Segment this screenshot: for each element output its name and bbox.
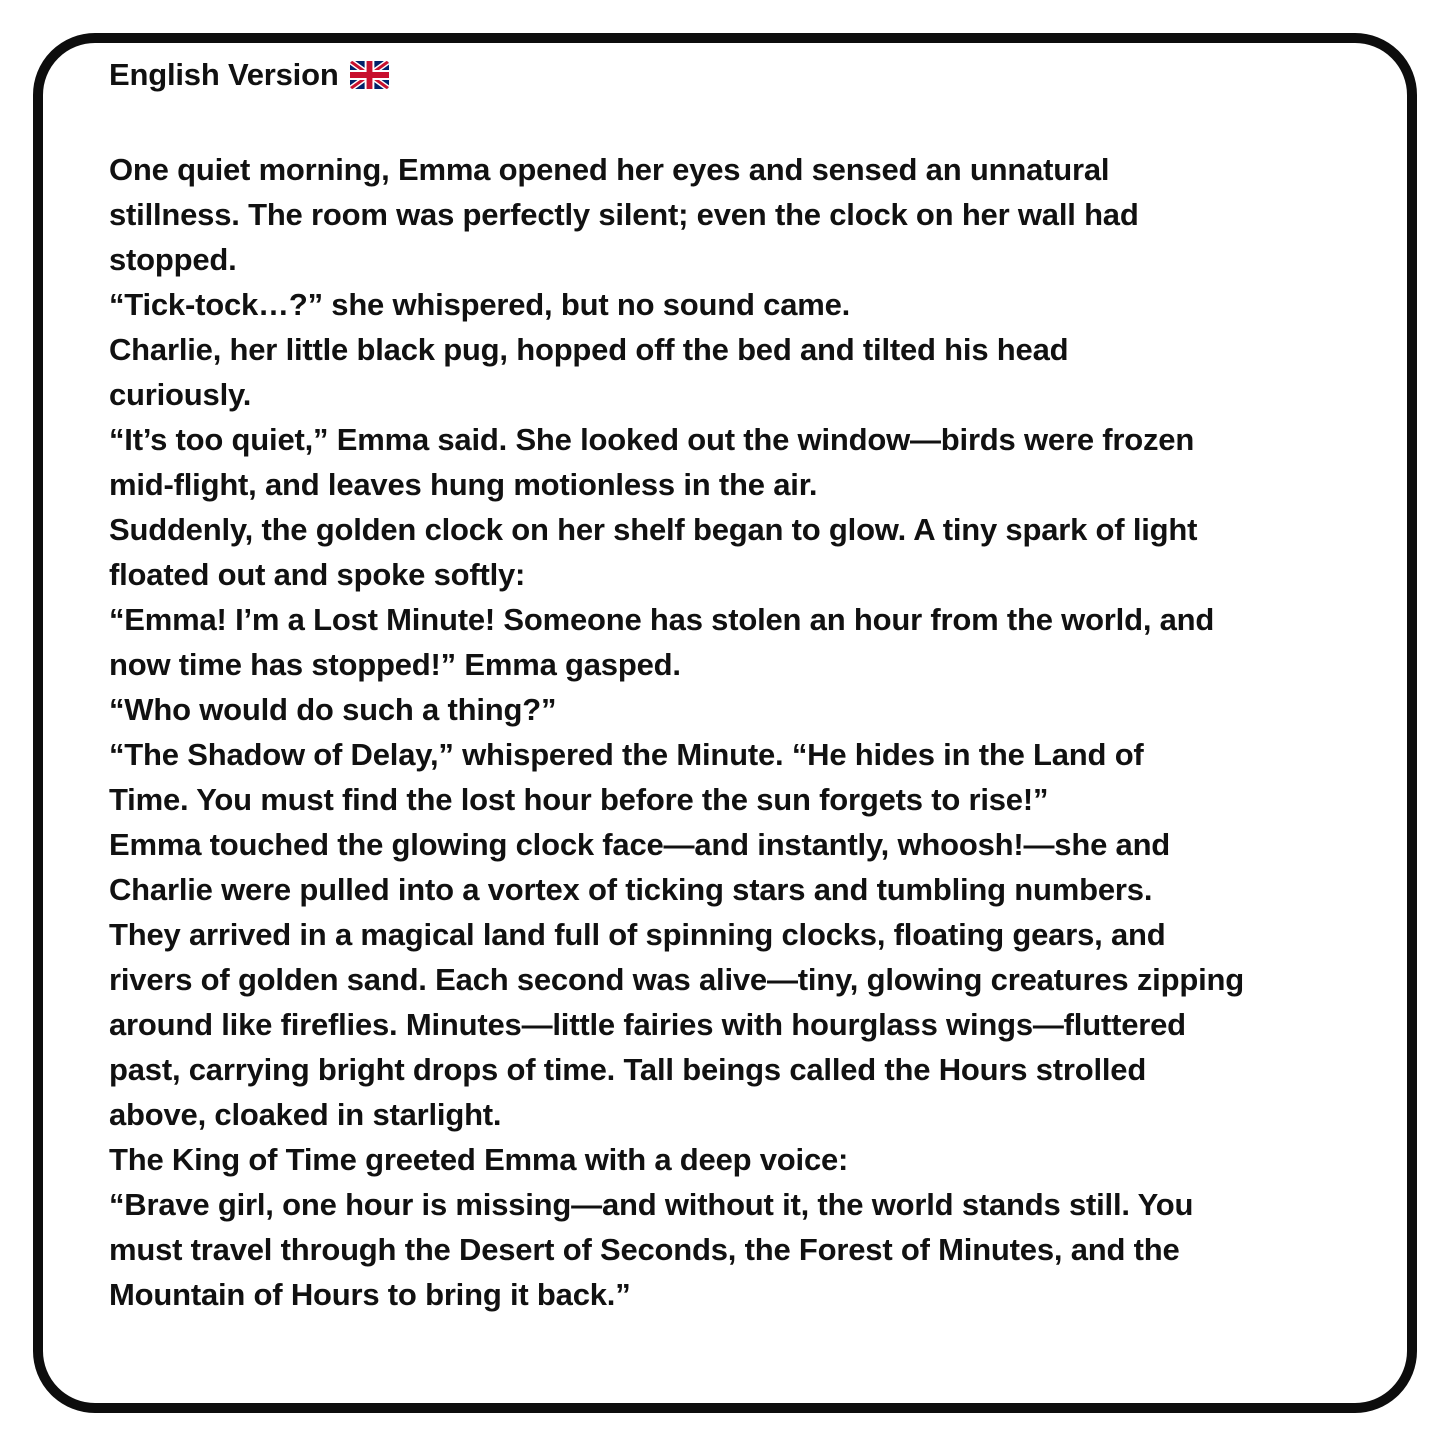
header xyxy=(109,52,1367,97)
story-line: around like fireflies. Minutes—little fairies with hourglass wings—fluttered xyxy=(109,1007,1186,1042)
story-line: past, carrying bright drops of time. Tall beings called the Hours strolled xyxy=(109,1052,1147,1087)
story-line: Suddenly, the golden clock on her shelf began to glow. A tiny spark of light xyxy=(109,512,1198,547)
story-card xyxy=(33,33,1417,1413)
story-line: now time has stopped!” Emma gasped. xyxy=(109,647,681,682)
story-line: stillness. The room was perfectly silent; even the clock on her wall had xyxy=(109,197,1139,232)
story-line: stopped. xyxy=(109,242,237,277)
story-line: Mountain of Hours to bring it back.” xyxy=(109,1277,631,1312)
story-line: rivers of golden sand. Each second was alive—tiny, glowing creatures zipping xyxy=(109,962,1244,997)
story-line: Emma touched the glowing clock face—and instantly, whoosh!—she and xyxy=(109,827,1171,862)
story-line: mid-flight, and leaves hung motionless in the air. xyxy=(109,467,818,502)
story-line: “Tick-tock…?” she whispered, but no sound came. xyxy=(109,287,851,322)
story-line: above, cloaked in starlight. xyxy=(109,1097,502,1132)
story-line: Charlie were pulled into a vortex of ticking stars and tumbling numbers. xyxy=(109,872,1153,907)
story-line: must travel through the Desert of Seconds, the Forest of Minutes, and the xyxy=(109,1232,1180,1267)
story-line: “Who would do such a thing?” xyxy=(109,692,557,727)
story-line: “It’s too quiet,” Emma said. She looked out the window—birds were frozen xyxy=(109,422,1195,457)
story-line: Time. You must find the lost hour before the sun forgets to rise!” xyxy=(109,782,1049,817)
story-line: floated out and spoke softly: xyxy=(109,557,526,592)
story-line: The King of Time greeted Emma with a deep voice: xyxy=(109,1142,849,1177)
story-line: “The Shadow of Delay,” whispered the Minute. “He hides in the Land of xyxy=(109,737,1144,772)
uk-flag-icon xyxy=(350,61,389,89)
story-line: “Emma! I’m a Lost Minute! Someone has stolen an hour from the world, and xyxy=(109,602,1215,637)
story-line: Charlie, her little black pug, hopped off the bed and tilted his head xyxy=(109,332,1069,367)
page-title: English Version xyxy=(109,57,339,92)
story-line: curiously. xyxy=(109,377,252,412)
story-text xyxy=(109,147,1367,1317)
story-line: They arrived in a magical land full of spinning clocks, floating gears, and xyxy=(109,917,1166,952)
story-line: “Brave girl, one hour is missing—and without it, the world stands still. You xyxy=(109,1187,1194,1222)
header-body-gap xyxy=(109,97,1367,147)
story-line: One quiet morning, Emma opened her eyes and sensed an unnatural xyxy=(109,152,1110,187)
